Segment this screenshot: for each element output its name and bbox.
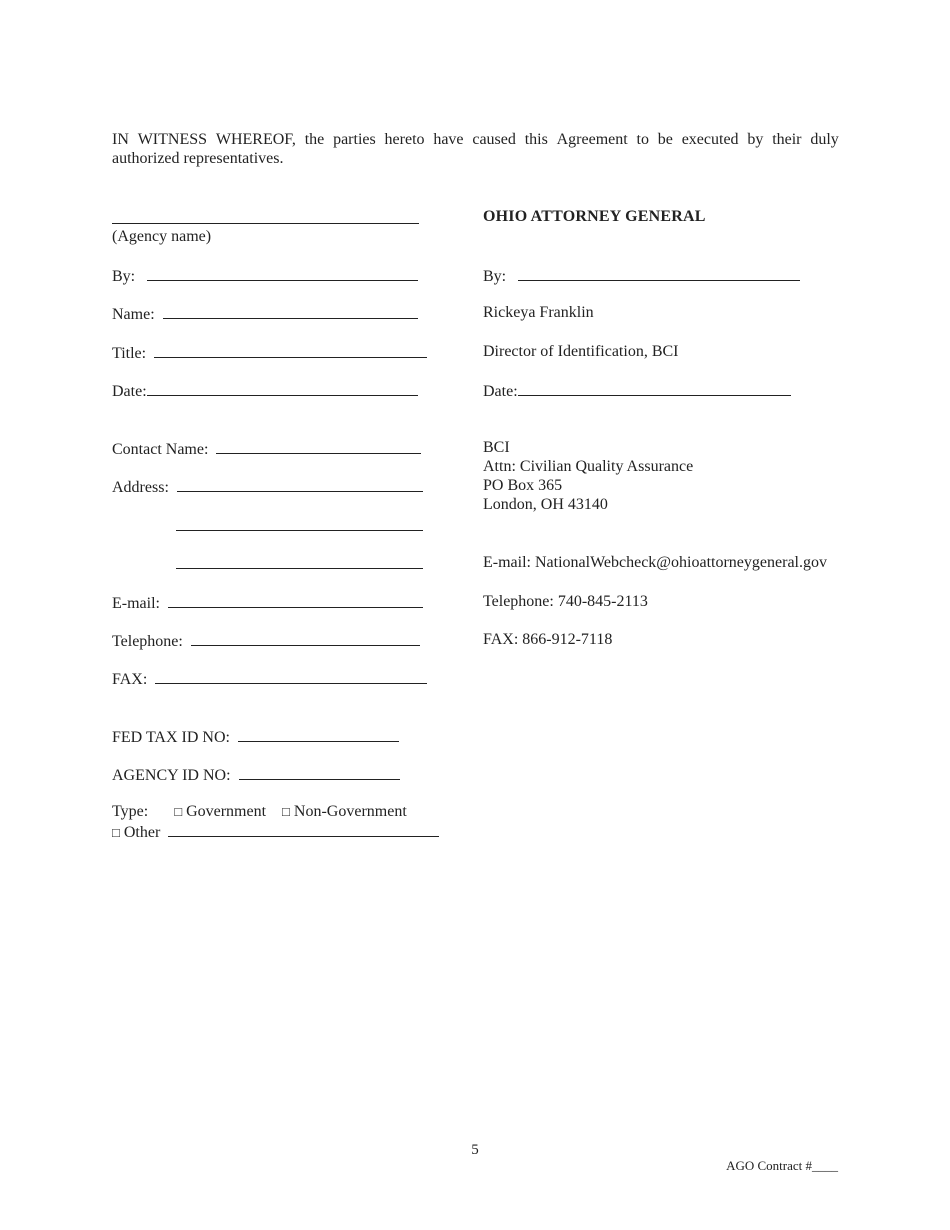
intro-word: their	[772, 131, 802, 148]
fed-tax-row	[112, 726, 399, 747]
address-label: Address:	[112, 479, 169, 496]
intro-word: WHEREOF,	[215, 131, 296, 148]
contact-name-label: Contact Name:	[112, 441, 209, 458]
address-field-2[interactable]	[176, 530, 423, 531]
signatory-title: Director of Identification, BCI	[483, 343, 679, 360]
intro-line-1	[112, 130, 839, 149]
left-by-row	[112, 265, 418, 286]
type-row	[112, 802, 407, 821]
right-by-row	[483, 265, 800, 286]
address-row	[112, 476, 423, 497]
right-telephone: Telephone: 740-845-2113	[483, 593, 648, 610]
agency-name-line[interactable]	[112, 223, 419, 224]
left-title-label: Title:	[112, 345, 147, 362]
intro-word: the	[304, 131, 325, 148]
right-date-row	[483, 380, 791, 401]
intro-word: caused	[472, 131, 516, 148]
other-field[interactable]	[168, 821, 439, 837]
right-fax: FAX: 866-912-7118	[483, 631, 613, 648]
intro-word: Agreement	[556, 131, 628, 148]
left-title-row	[112, 342, 427, 363]
intro-word: have	[433, 131, 464, 148]
left-telephone-field[interactable]	[191, 630, 420, 646]
non-government-checkbox-icon[interactable]: □	[282, 804, 290, 819]
agency-id-field[interactable]	[239, 764, 400, 780]
type-other-row	[112, 821, 439, 842]
left-email-field[interactable]	[168, 592, 423, 608]
left-by-label: By:	[112, 268, 136, 285]
left-telephone-row	[112, 630, 420, 651]
address-line: BCI	[483, 439, 510, 456]
address-line: Attn: Civilian Quality Assurance	[483, 458, 694, 475]
left-name-row	[112, 303, 418, 324]
government-option-label: Government	[186, 803, 267, 820]
left-fax-row	[112, 668, 427, 689]
agency-id-label: AGENCY ID NO:	[112, 767, 231, 784]
address-line: London, OH 43140	[483, 496, 608, 513]
left-by-field[interactable]	[147, 265, 418, 281]
government-checkbox-icon[interactable]: □	[174, 804, 183, 819]
bci-address-block	[483, 438, 693, 514]
left-title-field[interactable]	[154, 342, 427, 358]
address-field-3[interactable]	[176, 568, 423, 569]
agency-id-row	[112, 764, 400, 785]
signatory-name: Rickeya Franklin	[483, 304, 594, 321]
address-line: PO Box 365	[483, 477, 563, 494]
left-email-label: E-mail:	[112, 595, 160, 612]
intro-paragraph	[112, 130, 839, 168]
contact-name-field[interactable]	[216, 438, 421, 454]
right-email: E-mail: NationalWebcheck@ohioattorneygeneral.gov	[483, 554, 827, 571]
left-email-row	[112, 592, 423, 613]
intro-word: to	[636, 131, 649, 148]
intro-word: WITNESS	[137, 131, 208, 148]
left-name-label: Name:	[112, 306, 155, 323]
right-by-field[interactable]	[518, 265, 800, 281]
contact-name-row	[112, 438, 421, 459]
left-fax-field[interactable]	[155, 668, 427, 684]
fed-tax-label: FED TAX ID NO:	[112, 729, 230, 746]
fed-tax-field[interactable]	[238, 726, 399, 742]
left-name-field[interactable]	[163, 303, 418, 319]
left-date-field[interactable]	[147, 380, 418, 396]
intro-line-2: authorized representatives.	[112, 150, 284, 167]
left-date-row	[112, 380, 418, 401]
ago-contract-label: AGO Contract #____	[726, 1158, 838, 1173]
page-number: 5	[471, 1142, 479, 1158]
intro-word: parties	[333, 131, 376, 148]
left-telephone-label: Telephone:	[112, 633, 183, 650]
intro-word: this	[524, 131, 548, 148]
other-option-label: Other	[123, 824, 161, 841]
agency-name-label: (Agency name)	[112, 228, 212, 245]
intro-word: duly	[810, 131, 839, 148]
left-date-label: Date:	[112, 383, 147, 400]
left-fax-label: FAX:	[112, 671, 148, 688]
intro-word: executed	[681, 131, 739, 148]
type-label: Type:	[112, 803, 149, 820]
intro-word: by	[747, 131, 764, 148]
other-checkbox-icon[interactable]: □	[112, 825, 120, 840]
right-date-field[interactable]	[518, 380, 791, 396]
intro-word: hereto	[384, 131, 425, 148]
non-government-option-label: Non-Government	[293, 803, 407, 820]
right-date-label: Date:	[483, 383, 518, 400]
ohio-ag-heading: OHIO ATTORNEY GENERAL	[483, 208, 706, 225]
intro-word: be	[657, 131, 673, 148]
intro-word: IN	[112, 131, 129, 148]
address-field-1[interactable]	[177, 476, 423, 492]
right-by-label: By:	[483, 268, 507, 285]
